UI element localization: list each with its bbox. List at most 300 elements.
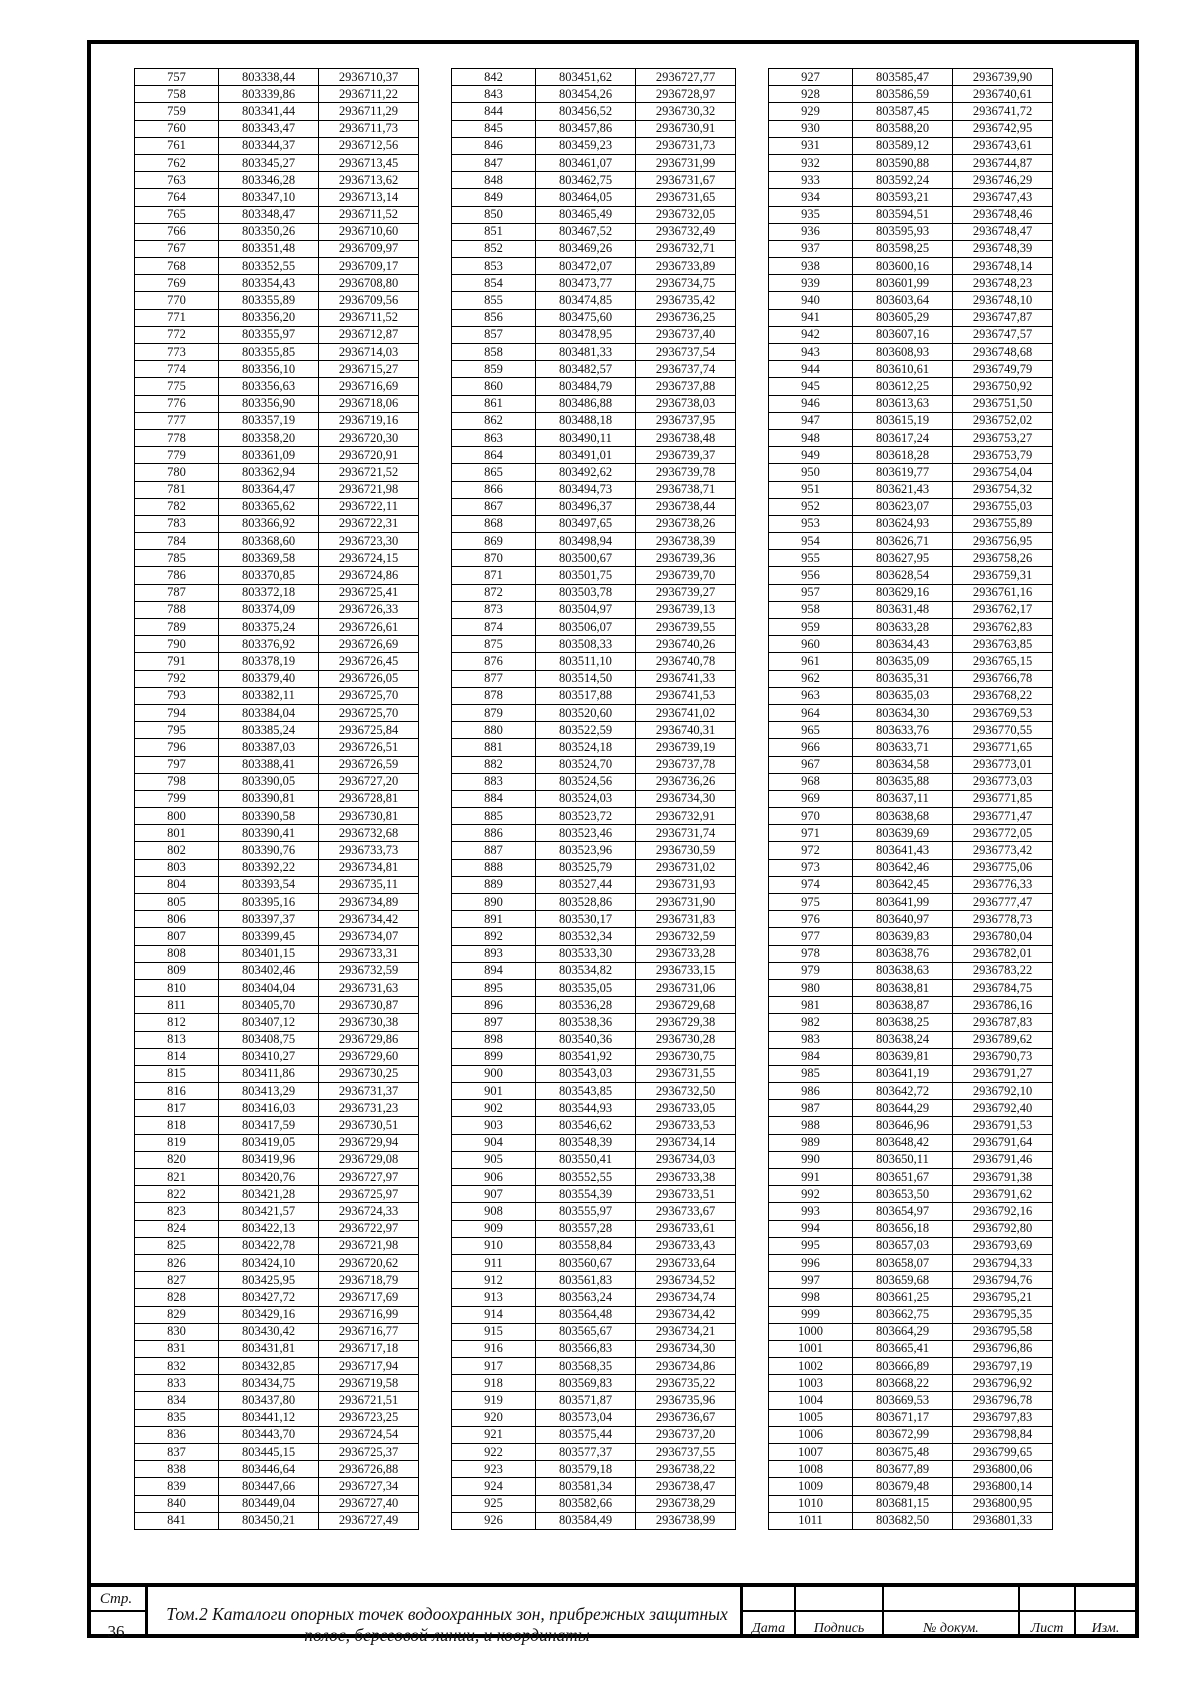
table-row	[452, 928, 736, 945]
y-coordinate-cell: 2936738,26	[636, 515, 736, 532]
point-number-cell: 976	[769, 911, 853, 928]
table-row	[769, 722, 1053, 739]
point-number-cell: 866	[452, 481, 536, 498]
x-coordinate-cell: 803461,07	[536, 154, 636, 171]
y-coordinate-cell: 2936778,73	[953, 911, 1053, 928]
x-coordinate-cell: 803517,88	[536, 687, 636, 704]
point-number-cell: 958	[769, 601, 853, 618]
table-row	[452, 1117, 736, 1134]
x-coordinate-cell: 803370,85	[219, 567, 319, 584]
x-coordinate-cell: 803679,48	[853, 1478, 953, 1495]
table-row	[135, 1100, 419, 1117]
y-coordinate-cell: 2936733,61	[636, 1220, 736, 1237]
x-coordinate-cell: 803419,05	[219, 1134, 319, 1151]
y-coordinate-cell: 2936738,47	[636, 1478, 736, 1495]
point-number-cell: 868	[452, 515, 536, 532]
point-number-cell: 765	[135, 206, 219, 223]
y-coordinate-cell: 2936730,38	[319, 1014, 419, 1031]
x-coordinate-cell: 803541,92	[536, 1048, 636, 1065]
point-number-cell: 919	[452, 1392, 536, 1409]
y-coordinate-cell: 2936731,02	[636, 859, 736, 876]
table-row	[452, 653, 736, 670]
x-coordinate-cell: 803346,28	[219, 172, 319, 189]
point-number-cell: 932	[769, 154, 853, 171]
x-coordinate-cell: 803608,93	[853, 344, 953, 361]
y-coordinate-cell: 2936739,37	[636, 447, 736, 464]
table-row	[452, 1031, 736, 1048]
point-number-cell: 901	[452, 1083, 536, 1100]
x-coordinate-cell: 803534,82	[536, 962, 636, 979]
y-coordinate-cell: 2936795,21	[953, 1289, 1053, 1306]
point-number-cell: 964	[769, 704, 853, 721]
point-number-cell: 1008	[769, 1461, 853, 1478]
table-row	[769, 1461, 1053, 1478]
table-row	[135, 670, 419, 687]
table-row	[769, 601, 1053, 618]
table-row	[135, 1512, 419, 1529]
table-row	[135, 344, 419, 361]
point-number-cell: 941	[769, 309, 853, 326]
table-row	[769, 911, 1053, 928]
point-number-cell: 930	[769, 120, 853, 137]
table-row	[135, 1151, 419, 1168]
x-coordinate-cell: 803454,26	[536, 86, 636, 103]
y-coordinate-cell: 2936728,97	[636, 86, 736, 103]
x-coordinate-cell: 803571,87	[536, 1392, 636, 1409]
point-number-cell: 784	[135, 533, 219, 550]
table-row	[452, 326, 736, 343]
y-coordinate-cell: 2936733,28	[636, 945, 736, 962]
y-coordinate-cell: 2936740,31	[636, 722, 736, 739]
table-row	[135, 1169, 419, 1186]
y-coordinate-cell: 2936734,30	[636, 1340, 736, 1357]
table-row	[452, 137, 736, 154]
y-coordinate-cell: 2936800,14	[953, 1478, 1053, 1495]
x-coordinate-cell: 803638,68	[853, 808, 953, 825]
point-number-cell: 995	[769, 1237, 853, 1254]
table-row	[135, 997, 419, 1014]
x-coordinate-cell: 803623,07	[853, 498, 953, 515]
y-coordinate-cell: 2936733,43	[636, 1237, 736, 1254]
point-number-cell: 948	[769, 429, 853, 446]
x-coordinate-cell: 803535,05	[536, 979, 636, 996]
table-row	[135, 1358, 419, 1375]
table-row	[452, 1186, 736, 1203]
x-coordinate-cell: 803399,45	[219, 928, 319, 945]
y-coordinate-cell: 2936713,62	[319, 172, 419, 189]
table-row	[135, 172, 419, 189]
x-coordinate-cell: 803653,50	[853, 1186, 953, 1203]
y-coordinate-cell: 2936727,34	[319, 1478, 419, 1495]
x-coordinate-cell: 803450,21	[219, 1512, 319, 1529]
x-coordinate-cell: 803388,41	[219, 756, 319, 773]
x-coordinate-cell: 803661,25	[853, 1289, 953, 1306]
x-coordinate-cell: 803390,58	[219, 808, 319, 825]
x-coordinate-cell: 803490,11	[536, 429, 636, 446]
table-row	[769, 1375, 1053, 1392]
y-coordinate-cell: 2936709,56	[319, 292, 419, 309]
table-row	[135, 1289, 419, 1306]
y-coordinate-cell: 2936792,80	[953, 1220, 1053, 1237]
table-row	[135, 464, 419, 481]
y-coordinate-cell: 2936748,14	[953, 258, 1053, 275]
point-number-cell: 764	[135, 189, 219, 206]
point-number-cell: 992	[769, 1186, 853, 1203]
point-number-cell: 956	[769, 567, 853, 584]
table-row	[452, 275, 736, 292]
y-coordinate-cell: 2936732,59	[636, 928, 736, 945]
point-number-cell: 907	[452, 1186, 536, 1203]
table-row	[135, 275, 419, 292]
table-row	[452, 790, 736, 807]
x-coordinate-cell: 803390,81	[219, 790, 319, 807]
y-coordinate-cell: 2936737,40	[636, 326, 736, 343]
point-number-cell: 863	[452, 429, 536, 446]
table-row	[452, 447, 736, 464]
point-number-cell: 874	[452, 619, 536, 636]
point-number-cell: 852	[452, 240, 536, 257]
coordinates-table-1	[134, 68, 419, 1530]
y-coordinate-cell: 2936734,30	[636, 790, 736, 807]
table-row	[135, 412, 419, 429]
x-coordinate-cell: 803637,11	[853, 790, 953, 807]
y-coordinate-cell: 2936758,26	[953, 550, 1053, 567]
x-coordinate-cell: 803533,30	[536, 945, 636, 962]
table-row	[769, 567, 1053, 584]
x-coordinate-cell: 803523,96	[536, 842, 636, 859]
point-number-cell: 857	[452, 326, 536, 343]
y-coordinate-cell: 2936761,16	[953, 584, 1053, 601]
y-coordinate-cell: 2936711,29	[319, 103, 419, 120]
point-number-cell: 897	[452, 1014, 536, 1031]
table-row	[135, 1375, 419, 1392]
y-coordinate-cell: 2936726,88	[319, 1461, 419, 1478]
point-number-cell: 968	[769, 773, 853, 790]
x-coordinate-cell: 803588,20	[853, 120, 953, 137]
table-row	[769, 515, 1053, 532]
y-coordinate-cell: 2936712,56	[319, 137, 419, 154]
x-coordinate-cell: 803350,26	[219, 223, 319, 240]
x-coordinate-cell: 803422,78	[219, 1237, 319, 1254]
point-number-cell: 888	[452, 859, 536, 876]
x-coordinate-cell: 803659,68	[853, 1272, 953, 1289]
table-row	[135, 1254, 419, 1271]
x-coordinate-cell: 803582,66	[536, 1495, 636, 1512]
x-coordinate-cell: 803633,71	[853, 739, 953, 756]
table-row	[135, 894, 419, 911]
table-row	[769, 1254, 1053, 1271]
point-number-cell: 892	[452, 928, 536, 945]
x-coordinate-cell: 803356,63	[219, 378, 319, 395]
y-coordinate-cell: 2936791,46	[953, 1151, 1053, 1168]
table-row	[135, 1461, 419, 1478]
table-row	[769, 1426, 1053, 1443]
y-coordinate-cell: 2936727,40	[319, 1495, 419, 1512]
y-coordinate-cell: 2936773,01	[953, 756, 1053, 773]
point-number-cell: 910	[452, 1237, 536, 1254]
y-coordinate-cell: 2936791,62	[953, 1186, 1053, 1203]
table-row	[769, 876, 1053, 893]
table-row	[769, 533, 1053, 550]
table-row	[769, 1272, 1053, 1289]
y-coordinate-cell: 2936727,49	[319, 1512, 419, 1529]
x-coordinate-cell: 803465,49	[536, 206, 636, 223]
table-row	[769, 412, 1053, 429]
table-row	[769, 894, 1053, 911]
x-coordinate-cell: 803459,23	[536, 137, 636, 154]
y-coordinate-cell: 2936724,86	[319, 567, 419, 584]
x-coordinate-cell: 803431,81	[219, 1340, 319, 1357]
y-coordinate-cell: 2936726,45	[319, 653, 419, 670]
table-row	[452, 309, 736, 326]
point-number-cell: 768	[135, 258, 219, 275]
point-number-cell: 815	[135, 1065, 219, 1082]
point-number-cell: 782	[135, 498, 219, 515]
point-number-cell: 790	[135, 636, 219, 653]
y-coordinate-cell: 2936796,86	[953, 1340, 1053, 1357]
y-coordinate-cell: 2936734,74	[636, 1289, 736, 1306]
y-coordinate-cell: 2936729,68	[636, 997, 736, 1014]
point-number-cell: 775	[135, 378, 219, 395]
table-row	[135, 189, 419, 206]
x-coordinate-cell: 803543,03	[536, 1065, 636, 1082]
point-number-cell: 883	[452, 773, 536, 790]
point-number-cell: 873	[452, 601, 536, 618]
x-coordinate-cell: 803372,18	[219, 584, 319, 601]
point-number-cell: 776	[135, 395, 219, 412]
point-number-cell: 788	[135, 601, 219, 618]
x-coordinate-cell: 803656,18	[853, 1220, 953, 1237]
y-coordinate-cell: 2936726,59	[319, 756, 419, 773]
x-coordinate-cell: 803585,47	[853, 69, 953, 86]
point-number-cell: 802	[135, 842, 219, 859]
table-row	[452, 619, 736, 636]
table-row	[769, 361, 1053, 378]
x-coordinate-cell: 803563,24	[536, 1289, 636, 1306]
point-number-cell: 981	[769, 997, 853, 1014]
y-coordinate-cell: 2936747,87	[953, 309, 1053, 326]
x-coordinate-cell: 803633,76	[853, 722, 953, 739]
x-coordinate-cell: 803475,60	[536, 309, 636, 326]
x-coordinate-cell: 803429,16	[219, 1306, 319, 1323]
x-coordinate-cell: 803530,17	[536, 911, 636, 928]
table-row	[135, 1272, 419, 1289]
point-number-cell: 814	[135, 1048, 219, 1065]
point-number-cell: 967	[769, 756, 853, 773]
x-coordinate-cell: 803368,60	[219, 533, 319, 550]
point-number-cell: 760	[135, 120, 219, 137]
y-coordinate-cell: 2936777,47	[953, 894, 1053, 911]
table-row	[135, 979, 419, 996]
point-number-cell: 996	[769, 1254, 853, 1271]
y-coordinate-cell: 2936731,06	[636, 979, 736, 996]
y-coordinate-cell: 2936733,89	[636, 258, 736, 275]
y-coordinate-cell: 2936733,51	[636, 1186, 736, 1203]
table-row	[135, 550, 419, 567]
x-coordinate-cell: 803638,24	[853, 1031, 953, 1048]
y-coordinate-cell: 2936725,70	[319, 704, 419, 721]
x-coordinate-cell: 803612,25	[853, 378, 953, 395]
y-coordinate-cell: 2936751,50	[953, 395, 1053, 412]
table-row	[452, 1100, 736, 1117]
table-row	[452, 567, 736, 584]
table-row	[135, 911, 419, 928]
y-coordinate-cell: 2936763,85	[953, 636, 1053, 653]
y-coordinate-cell: 2936769,53	[953, 704, 1053, 721]
y-coordinate-cell: 2936727,20	[319, 773, 419, 790]
y-coordinate-cell: 2936762,83	[953, 619, 1053, 636]
point-number-cell: 809	[135, 962, 219, 979]
coordinates-table-3	[768, 68, 1053, 1530]
point-number-cell: 977	[769, 928, 853, 945]
point-number-cell: 758	[135, 86, 219, 103]
x-coordinate-cell: 803561,83	[536, 1272, 636, 1289]
table-row	[769, 1358, 1053, 1375]
table-row	[769, 326, 1053, 343]
table-row	[452, 894, 736, 911]
table-row	[452, 172, 736, 189]
point-number-cell: 902	[452, 1100, 536, 1117]
table-row	[135, 137, 419, 154]
x-coordinate-cell: 803467,52	[536, 223, 636, 240]
x-coordinate-cell: 803449,04	[219, 1495, 319, 1512]
x-coordinate-cell: 803664,29	[853, 1323, 953, 1340]
x-coordinate-cell: 803677,89	[853, 1461, 953, 1478]
y-coordinate-cell: 2936726,61	[319, 619, 419, 636]
x-coordinate-cell: 803587,45	[853, 103, 953, 120]
table-row	[769, 120, 1053, 137]
table-row	[135, 756, 419, 773]
point-number-cell: 961	[769, 653, 853, 670]
y-coordinate-cell: 2936711,73	[319, 120, 419, 137]
x-coordinate-cell: 803492,62	[536, 464, 636, 481]
y-coordinate-cell: 2936731,63	[319, 979, 419, 996]
table-row	[452, 378, 736, 395]
y-coordinate-cell: 2936720,30	[319, 429, 419, 446]
point-number-cell: 771	[135, 309, 219, 326]
table-row	[769, 1323, 1053, 1340]
point-number-cell: 844	[452, 103, 536, 120]
x-coordinate-cell: 803634,58	[853, 756, 953, 773]
table-row	[769, 137, 1053, 154]
table-row	[769, 69, 1053, 86]
table-row	[452, 223, 736, 240]
y-coordinate-cell: 2936719,16	[319, 412, 419, 429]
y-coordinate-cell: 2936791,27	[953, 1065, 1053, 1082]
table-row	[452, 412, 736, 429]
point-number-cell: 931	[769, 137, 853, 154]
x-coordinate-cell: 803506,07	[536, 619, 636, 636]
x-coordinate-cell: 803421,57	[219, 1203, 319, 1220]
y-coordinate-cell: 2936731,37	[319, 1083, 419, 1100]
y-coordinate-cell: 2936732,59	[319, 962, 419, 979]
point-number-cell: 886	[452, 825, 536, 842]
point-number-cell: 783	[135, 515, 219, 532]
y-coordinate-cell: 2936738,29	[636, 1495, 736, 1512]
point-number-cell: 989	[769, 1134, 853, 1151]
x-coordinate-cell: 803532,34	[536, 928, 636, 945]
table-row	[135, 636, 419, 653]
y-coordinate-cell: 2936771,47	[953, 808, 1053, 825]
point-number-cell: 993	[769, 1203, 853, 1220]
x-coordinate-cell: 803345,27	[219, 154, 319, 171]
point-number-cell: 905	[452, 1151, 536, 1168]
x-coordinate-cell: 803364,47	[219, 481, 319, 498]
x-coordinate-cell: 803646,96	[853, 1117, 953, 1134]
x-coordinate-cell: 803355,85	[219, 344, 319, 361]
point-number-cell: 799	[135, 790, 219, 807]
table-row	[452, 154, 736, 171]
table-row	[769, 1014, 1053, 1031]
x-coordinate-cell: 803628,54	[853, 567, 953, 584]
table-row	[769, 928, 1053, 945]
x-coordinate-cell: 803598,25	[853, 240, 953, 257]
table-row	[452, 825, 736, 842]
x-coordinate-cell: 803482,57	[536, 361, 636, 378]
x-coordinate-cell: 803658,07	[853, 1254, 953, 1271]
y-coordinate-cell: 2936762,17	[953, 601, 1053, 618]
point-number-cell: 859	[452, 361, 536, 378]
y-coordinate-cell: 2936731,23	[319, 1100, 419, 1117]
point-number-cell: 841	[135, 1512, 219, 1529]
x-coordinate-cell: 803651,67	[853, 1169, 953, 1186]
table-row	[769, 378, 1053, 395]
table-row	[135, 395, 419, 412]
point-number-cell: 843	[452, 86, 536, 103]
point-number-cell: 890	[452, 894, 536, 911]
table-row	[452, 515, 736, 532]
point-number-cell: 767	[135, 240, 219, 257]
table-row	[452, 1461, 736, 1478]
table-row	[452, 1237, 736, 1254]
y-coordinate-cell: 2936746,29	[953, 172, 1053, 189]
y-coordinate-cell: 2936722,11	[319, 498, 419, 515]
table-row	[135, 1117, 419, 1134]
y-coordinate-cell: 2936731,67	[636, 172, 736, 189]
x-coordinate-cell: 803474,85	[536, 292, 636, 309]
point-number-cell: 847	[452, 154, 536, 171]
point-number-cell: 848	[452, 172, 536, 189]
y-coordinate-cell: 2936740,78	[636, 653, 736, 670]
y-coordinate-cell: 2936773,03	[953, 773, 1053, 790]
table-row	[452, 103, 736, 120]
y-coordinate-cell: 2936748,47	[953, 223, 1053, 240]
x-coordinate-cell: 803498,94	[536, 533, 636, 550]
table-row	[452, 344, 736, 361]
y-coordinate-cell: 2936750,92	[953, 378, 1053, 395]
point-number-cell: 826	[135, 1254, 219, 1271]
x-coordinate-cell: 803626,71	[853, 533, 953, 550]
table-row	[769, 1237, 1053, 1254]
point-number-cell: 781	[135, 481, 219, 498]
y-coordinate-cell: 2936734,42	[636, 1306, 736, 1323]
table-row	[769, 773, 1053, 790]
table-row	[769, 670, 1053, 687]
y-coordinate-cell: 2936789,62	[953, 1031, 1053, 1048]
y-coordinate-cell: 2936798,84	[953, 1426, 1053, 1443]
point-number-cell: 824	[135, 1220, 219, 1237]
x-coordinate-cell: 803615,19	[853, 412, 953, 429]
header-change: Изм.	[1091, 1621, 1120, 1636]
x-coordinate-cell: 803357,19	[219, 412, 319, 429]
y-coordinate-cell: 2936732,05	[636, 206, 736, 223]
point-number-cell: 822	[135, 1186, 219, 1203]
table-row	[135, 481, 419, 498]
x-coordinate-cell: 803665,41	[853, 1340, 953, 1357]
x-coordinate-cell: 803504,97	[536, 601, 636, 618]
y-coordinate-cell: 2936730,28	[636, 1031, 736, 1048]
point-number-cell: 975	[769, 894, 853, 911]
